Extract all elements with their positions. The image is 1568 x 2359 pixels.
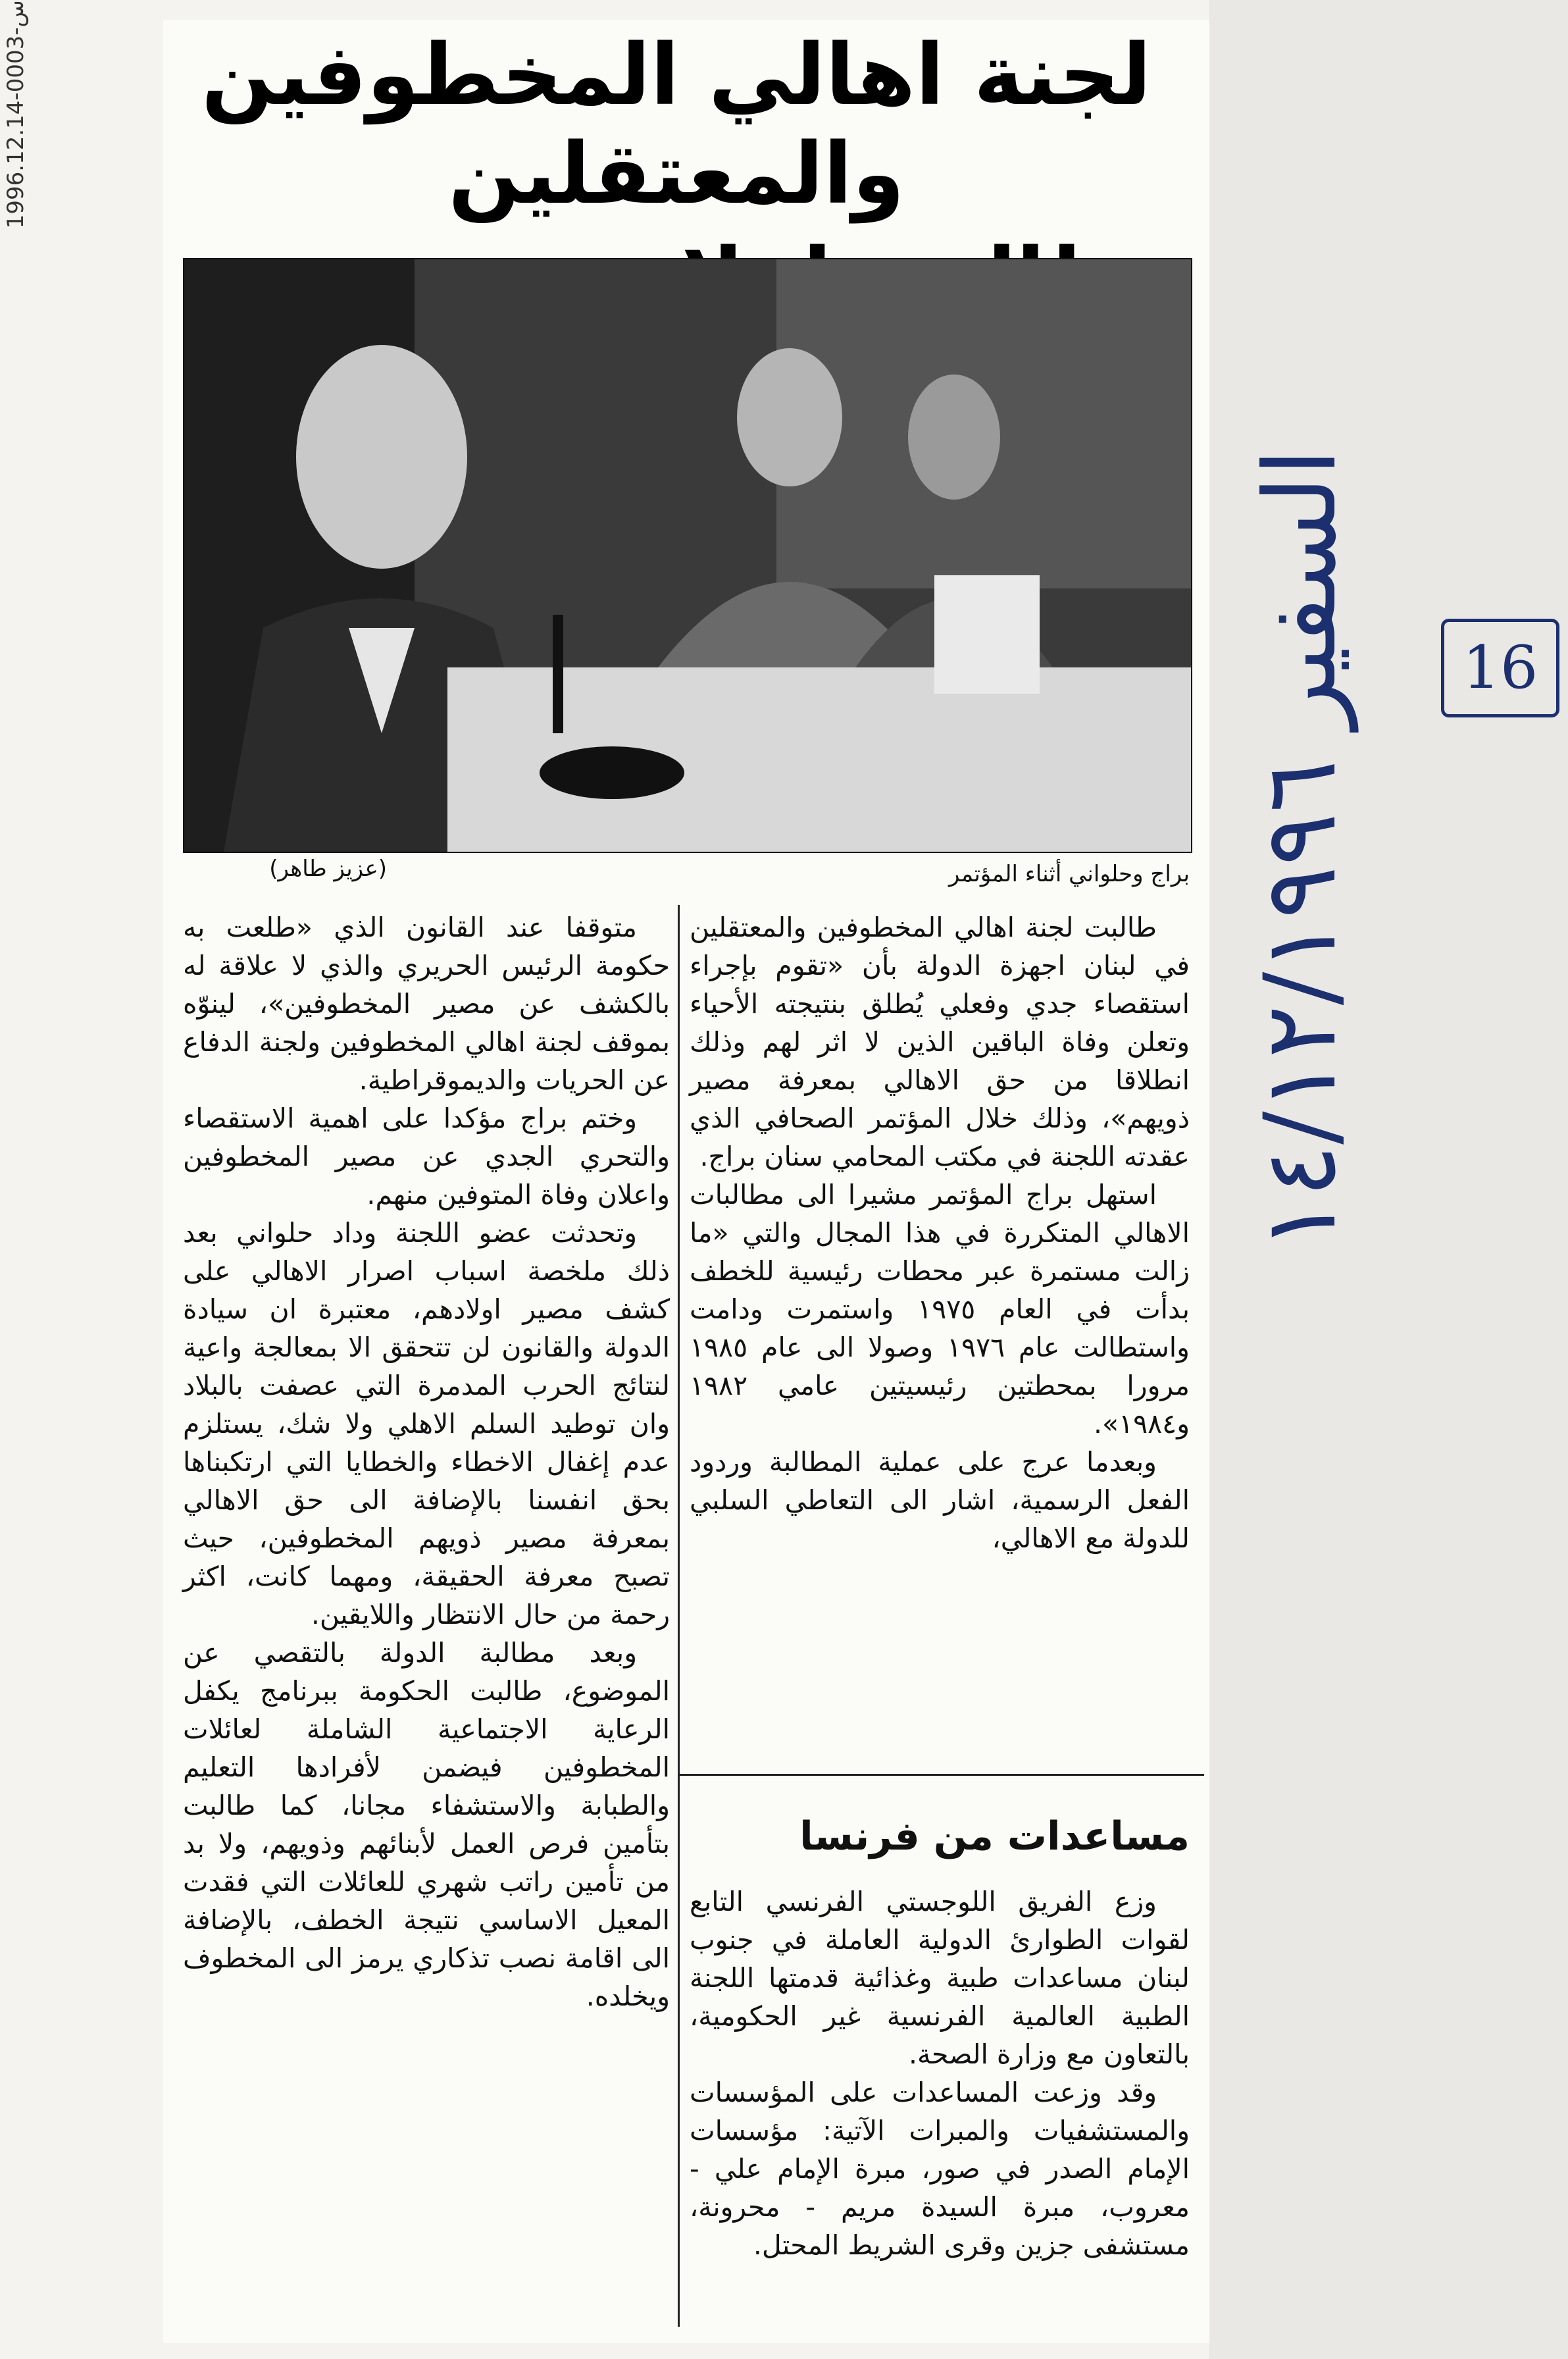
archive-code: 1996.12.14-0003-س bbox=[3, 0, 29, 229]
article-left-column bbox=[183, 908, 670, 2015]
press-conference-photo bbox=[183, 258, 1192, 853]
sidebar-body bbox=[690, 1882, 1190, 2264]
sidebar-top-rule bbox=[678, 1774, 1204, 1776]
page-number-box: 16 bbox=[1441, 619, 1559, 717]
sidebar-paragraph: وقد وزعت المساعدات على المؤسسات والمستشفيات والمبرات الآتية: مؤسسات الإمام الصدر في صور، مبرة الإمام علي - معروب، مبرة السيدة مريم - محرونة، مستشفى جزين وقرى الشريط المحتل. bbox=[690, 2077, 1190, 2261]
newspaper-clipping bbox=[163, 20, 1209, 2343]
photo-illustration bbox=[184, 259, 1191, 852]
photo-credit: (عزيز طاهر) bbox=[269, 856, 387, 882]
sidebar-paragraph: وزع الفريق اللوجستي الفرنسي التابع لقوات الطوارئ الدولية العاملة في جنوب لبنان مساعدات طبية وغذائية قدمتها اللجنة الطبية العالمية الفرنسية غير الحكومية، بالتعاون مع وزارة الصحة. bbox=[690, 1886, 1190, 2070]
article-paragraph: وبعدما عرج على عملية المطالبة وردود الفعل الرسمية، اشار الى التعاطي السلبي للدولة مع الاهالي، bbox=[690, 1446, 1190, 1554]
column-divider bbox=[678, 905, 680, 2327]
article-paragraph: وتحدثت عضو اللجنة وداد حلواني بعد ذلك ملخصة اسباب اصرار الاهالي على كشف مصير اولادهم، معتبرة ان سيادة الدولة والقانون لن تتحقق الا بمعالجة واعية لنتائج الحرب المدمرة التي عصفت بالبلاد وان توطيد السلم الاهلي ولا شك، يستلزم عدم إغفال الاخطاء والخطايا التي ارتكبناها بحق انفسنا بالإضافة الى حق الاهالي بمعرفة مصير ذويهم المخطوفين، حيث تصبح معرفة الحقيقة، ومهما كانت، اكثر رحمة من حال الانتظار واللايقين. bbox=[183, 1217, 670, 1630]
headline-line-1: لجنة اهالي المخطوفين والمعتقلين bbox=[201, 26, 1151, 223]
article-paragraph: طالبت لجنة اهالي المخطوفين والمعتقلين في لبنان اجهزة الدولة بأن «تقوم بإجراء استقصاء جدي وفعلي يُطلق بنتيجته الأحياء وتعلن وفاة الباقين الذين لا اثر لهم وذلك انطلاقا من حق الاهالي بمعرفة مصير ذويهم»، وذلك خلال المؤتمر الصحافي الذي عقدته اللجنة في مكتب المحامي سنان براج. bbox=[690, 912, 1190, 1172]
article-paragraph: استهل براج المؤتمر مشيرا الى مطالبات الاهالي المتكررة في هذا المجال والتي «ما زالت مستمرة عبر محطات رئيسية للخطف بدأت في العام ١٩٧٥ واستمرت ودامت واستطالت عام ١٩٧٦ وصولا الى عام ١٩٨٥ مرورا بمحطتين رئيسيتين عامي ١٩٨٢ و١٩٨٤». bbox=[690, 1179, 1190, 1439]
sidebar-title: مساعدات من فرنسا bbox=[799, 1813, 1190, 1859]
article-paragraph: متوقفا عند القانون الذي «طلعت به حكومة الرئيس الحريري والذي لا علاقة له بالكشف عن مصير المخطوفين»، لينوّه بموقف لجنة اهالي المخطوفين ولجنة الدفاع عن الحريات والديموقراطية. bbox=[183, 912, 670, 1096]
photo-caption: براج وحلواني أثناء المؤتمر bbox=[949, 861, 1190, 887]
article-paragraph: وبعد مطالبة الدولة بالتقصي عن الموضوع، طالبت الحكومة ببرنامج يكفل الرعاية الاجتماعية الشاملة لعائلات المخطوفين فيضمن لأفرادها التعليم والطبابة والاستشفاء مجانا، كما طالبت بتأمين فرص العمل لأبنائهم وذويهم، ولا بد من تأمين راتب شهري للعائلات التي فقدت المعيل الاساسي نتيجة الخطف، بالإضافة الى اقامة نصب تذكاري يرمز الى المخطوف ويخلده. bbox=[183, 1637, 670, 2012]
article-right-column bbox=[690, 908, 1190, 1557]
handwritten-date-note: السفير ١٤/١٢/١٩٩٦ bbox=[1244, 448, 1358, 1251]
article-paragraph: وختم براج مؤكدا على اهمية الاستقصاء والتحري الجدي عن مصير المخطوفين واعلان وفاة المتوفين منهم. bbox=[183, 1102, 670, 1210]
